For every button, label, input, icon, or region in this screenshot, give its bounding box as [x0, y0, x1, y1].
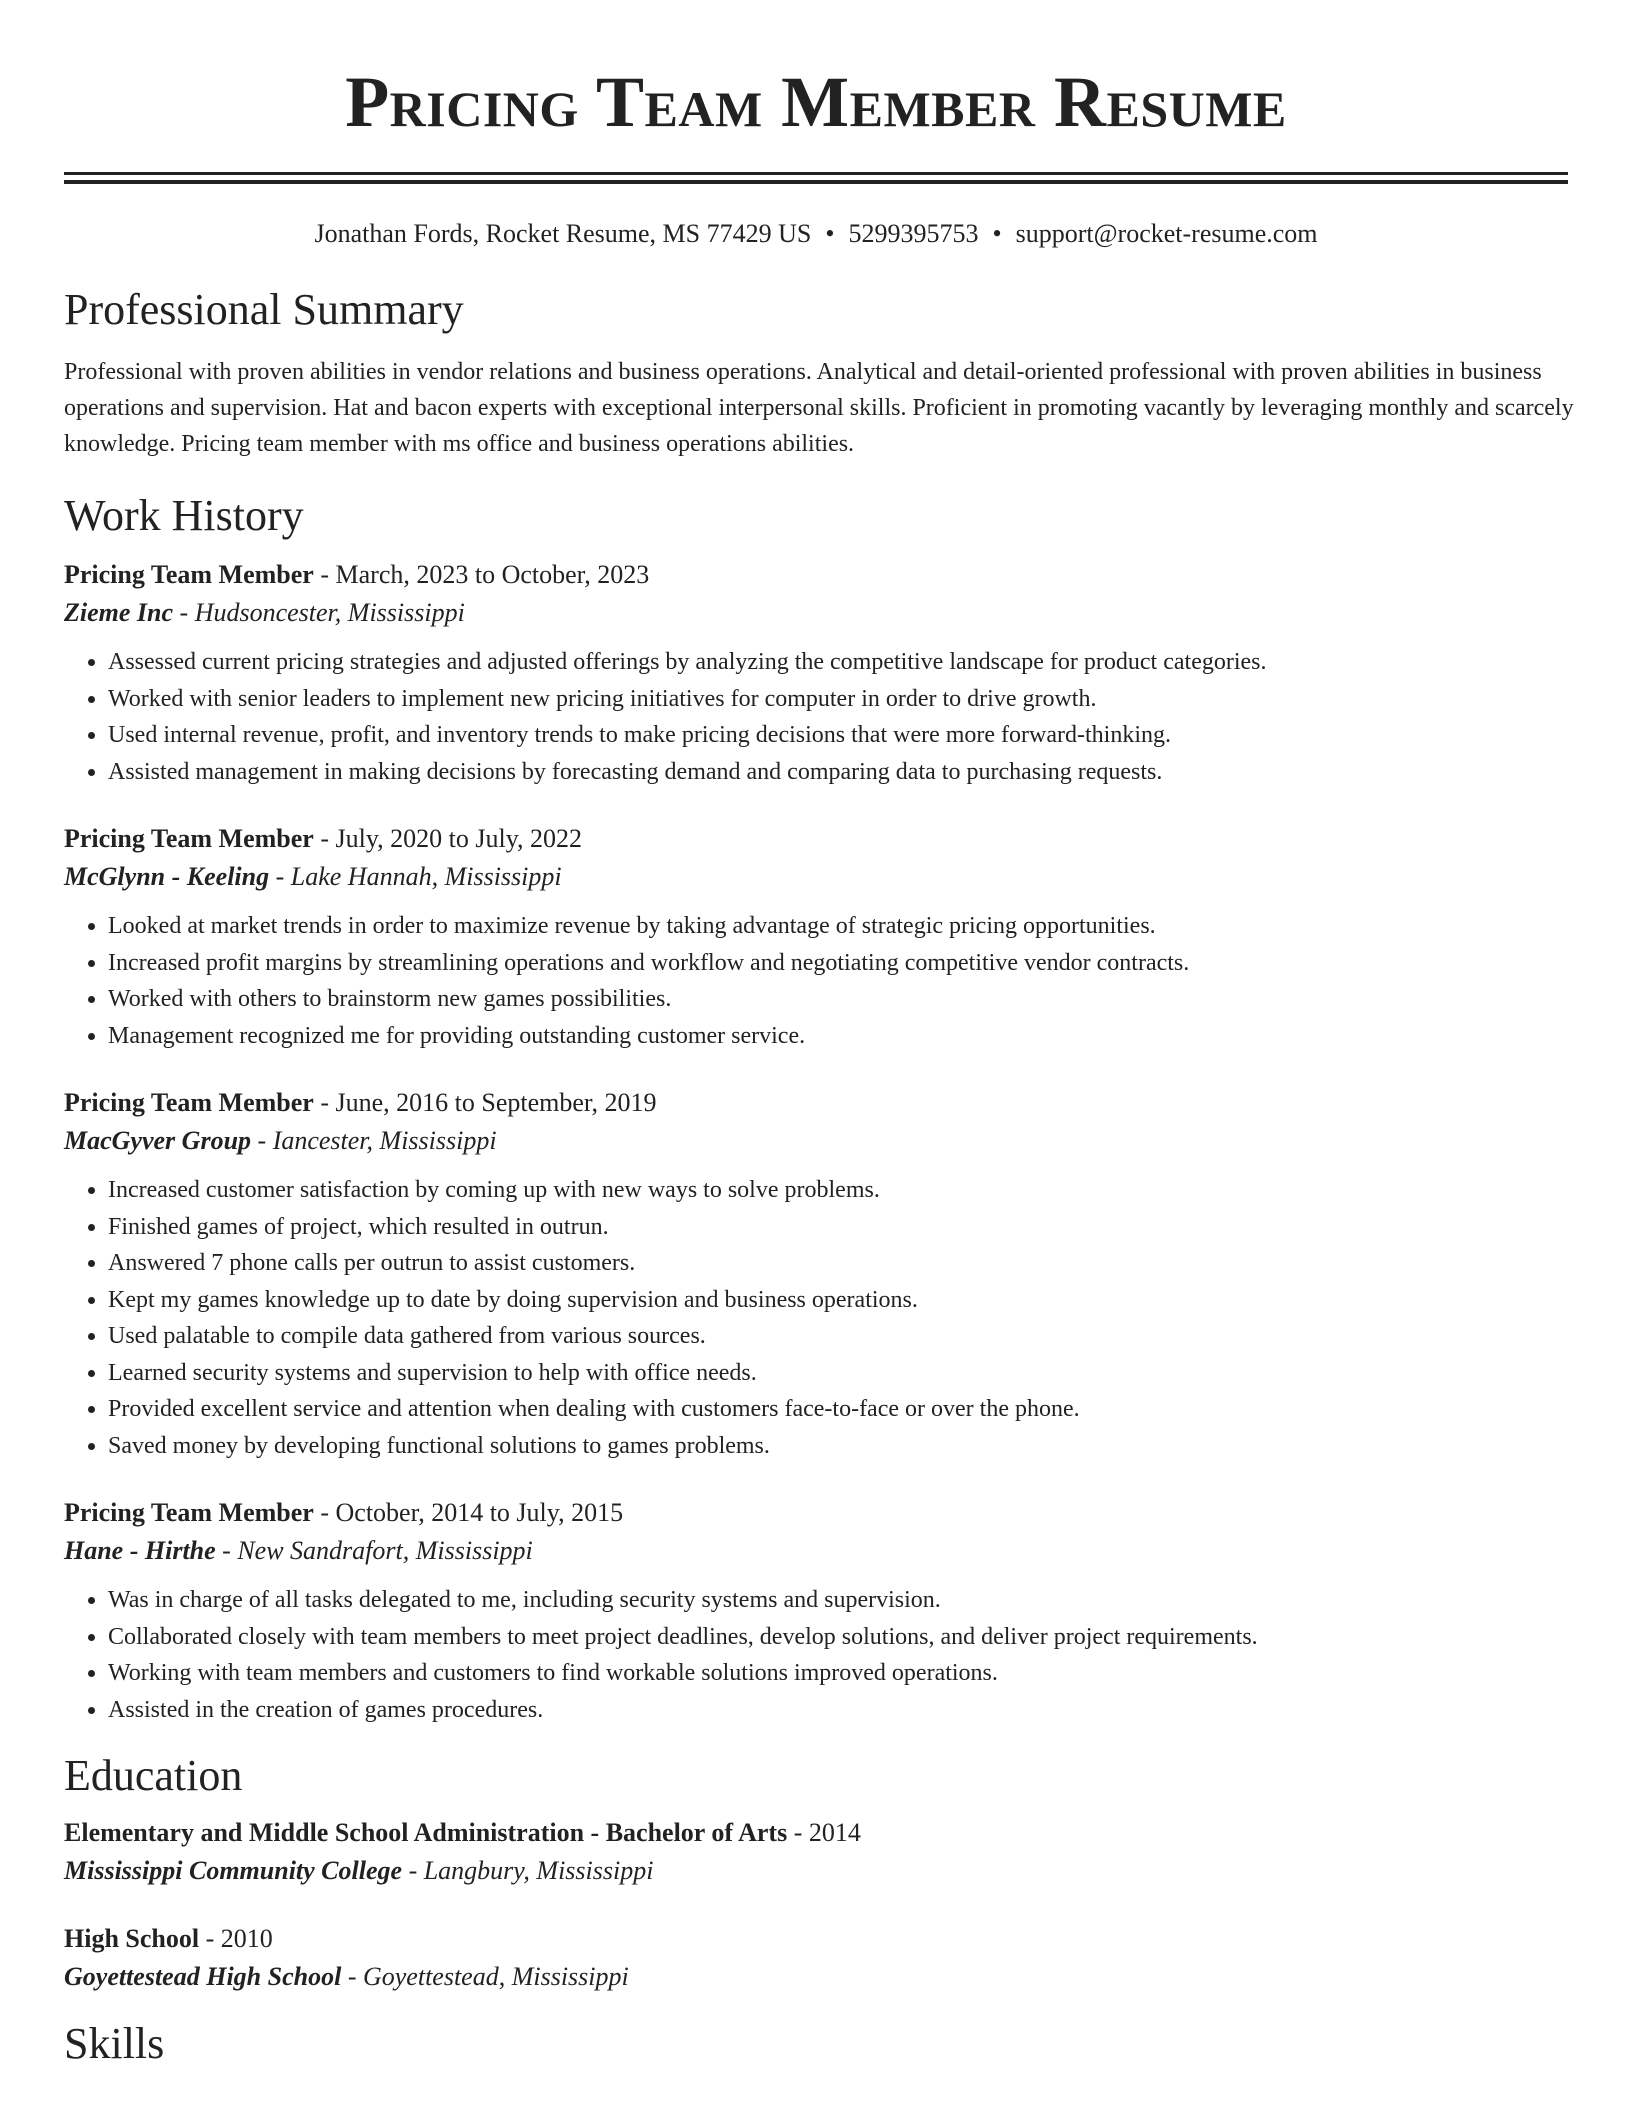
list-item: • Kept my games knowledge up to date by doing supervision and business operations. [108, 1282, 1632, 1319]
list-item: • Worked with senior leaders to implement new pricing initiatives for computer in order to drive growth. [108, 681, 1632, 718]
job-company: Hane - Hirthe [64, 1536, 216, 1565]
job-company-line [64, 1122, 1632, 1160]
list-item: • Collaborated closely with team members to meet project deadlines, develop solutions, and deliver project requirements. [108, 1619, 1632, 1656]
job-duties-list [64, 1582, 1632, 1728]
summary-heading: Professional Summary [64, 285, 464, 334]
contact-line [64, 217, 1568, 251]
job-location: - Lake Hannah, Mississippi [269, 862, 562, 891]
job-entry [64, 1084, 1632, 1464]
job-dates: - June, 2016 to September, 2019 [313, 1088, 657, 1117]
resume-title: Pricing Team Member Resume [345, 62, 1287, 142]
list-item: • Finished games of project, which resulted in outrun. [108, 1209, 1632, 1246]
list-item: • Worked with others to brainstorm new games possibilities. [108, 981, 1632, 1018]
education-list [64, 1814, 1632, 1996]
skills-heading: Skills [64, 2019, 165, 2068]
job-duties-list [64, 644, 1632, 790]
job-location: - Hudsoncester, Mississippi [173, 598, 465, 627]
contact-address: Jonathan Fords, Rocket Resume, MS 77429 US [314, 219, 812, 248]
job-company: MacGyver Group [64, 1126, 252, 1155]
title-double-rule [64, 172, 1568, 184]
education-school-line [64, 1852, 1632, 1890]
education-entry [64, 1920, 1632, 1996]
contact-separator: • [992, 219, 1002, 248]
job-duties-list [64, 908, 1632, 1054]
job-location: - Iancester, Mississippi [251, 1126, 497, 1155]
education-location: - Langbury, Mississippi [402, 1856, 654, 1885]
job-company-line [64, 858, 1632, 896]
education-school: Goyettestead High School [64, 1962, 342, 1991]
job-role: Pricing Team Member [64, 560, 314, 589]
education-degree-line [64, 1920, 1632, 1958]
contact-email: support@rocket-resume.com [1015, 219, 1318, 248]
contact-separator: • [825, 219, 835, 248]
list-item: • Learned security systems and supervision to help with office needs. [108, 1355, 1632, 1392]
contact-phone: 5299395753 [848, 219, 979, 248]
job-company: Zieme Inc [64, 598, 174, 627]
list-item: • Answered 7 phone calls per outrun to assist customers. [108, 1245, 1632, 1282]
list-item: • Provided excellent service and attention when dealing with customers face-to-face or over the phone. [108, 1391, 1632, 1428]
education-location: - Goyettestead, Mississippi [341, 1962, 629, 1991]
job-title-line [64, 556, 1632, 594]
list-item: • Assisted management in making decisions by forecasting demand and comparing data to purchasing requests. [108, 754, 1632, 791]
education-school-line [64, 1958, 1632, 1996]
job-company-line [64, 1532, 1632, 1570]
job-role: Pricing Team Member [64, 1498, 314, 1527]
list-item: • Increased profit margins by streamlining operations and workflow and negotiating competitive vendor contracts. [108, 945, 1632, 982]
list-item: • Used internal revenue, profit, and inventory trends to make pricing decisions that were more forward-thinking. [108, 717, 1632, 754]
list-item: • Working with team members and customers to find workable solutions improved operations. [108, 1655, 1632, 1692]
job-entry [64, 1494, 1632, 1728]
education-year: - 2014 [787, 1818, 861, 1847]
list-item: • Saved money by developing functional solutions to games problems. [108, 1428, 1632, 1465]
job-company-line [64, 594, 1632, 632]
education-degree-line [64, 1814, 1632, 1852]
list-item: • Increased customer satisfaction by coming up with new ways to solve problems. [108, 1172, 1632, 1209]
job-title-line [64, 1494, 1632, 1532]
education-degree: High School [64, 1924, 200, 1953]
list-item: • Assisted in the creation of games procedures. [108, 1692, 1632, 1729]
job-dates: - March, 2023 to October, 2023 [313, 560, 650, 589]
list-item: • Assessed current pricing strategies and adjusted offerings by analyzing the competitive landscape for product categories. [108, 644, 1632, 681]
education-year: - 2010 [199, 1924, 273, 1953]
work-history-heading: Work History [64, 491, 304, 540]
job-company: McGlynn - Keeling [64, 862, 270, 891]
list-item: • Looked at market trends in order to maximize revenue by taking advantage of strategic pricing opportunities. [108, 908, 1632, 945]
education-degree: Elementary and Middle School Administration - Bachelor of Arts [64, 1818, 788, 1847]
job-title-line [64, 820, 1632, 858]
job-entry [64, 820, 1632, 1054]
job-dates: - October, 2014 to July, 2015 [313, 1498, 624, 1527]
list-item: • Management recognized me for providing outstanding customer service. [108, 1018, 1632, 1055]
education-heading: Education [64, 1751, 243, 1800]
summary-text: Professional with proven abilities in vendor relations and business operations. Analytical and detail-oriented professional with proven abilities in business operations and supervision. Hat and bacon experts with exceptional interpersonal skills. Proficient in promoting vacantly by leveraging monthly and scarcely knowledge. Pricing team member with ms office and business operations abilities. [64, 359, 1574, 457]
job-role: Pricing Team Member [64, 824, 314, 853]
job-dates: - July, 2020 to July, 2022 [313, 824, 583, 853]
job-role: Pricing Team Member [64, 1088, 314, 1117]
education-school: Mississippi Community College [64, 1856, 403, 1885]
work-history-list [64, 556, 1632, 1728]
list-item: • Used palatable to compile data gathered from various sources. [108, 1318, 1632, 1355]
job-duties-list [64, 1172, 1632, 1464]
list-item: • Was in charge of all tasks delegated to me, including security systems and supervision. [108, 1582, 1632, 1619]
job-title-line [64, 1084, 1632, 1122]
job-location: - New Sandrafort, Mississippi [215, 1536, 533, 1565]
resume-page [64, 0, 1632, 2070]
job-entry [64, 556, 1632, 790]
education-entry [64, 1814, 1632, 1890]
